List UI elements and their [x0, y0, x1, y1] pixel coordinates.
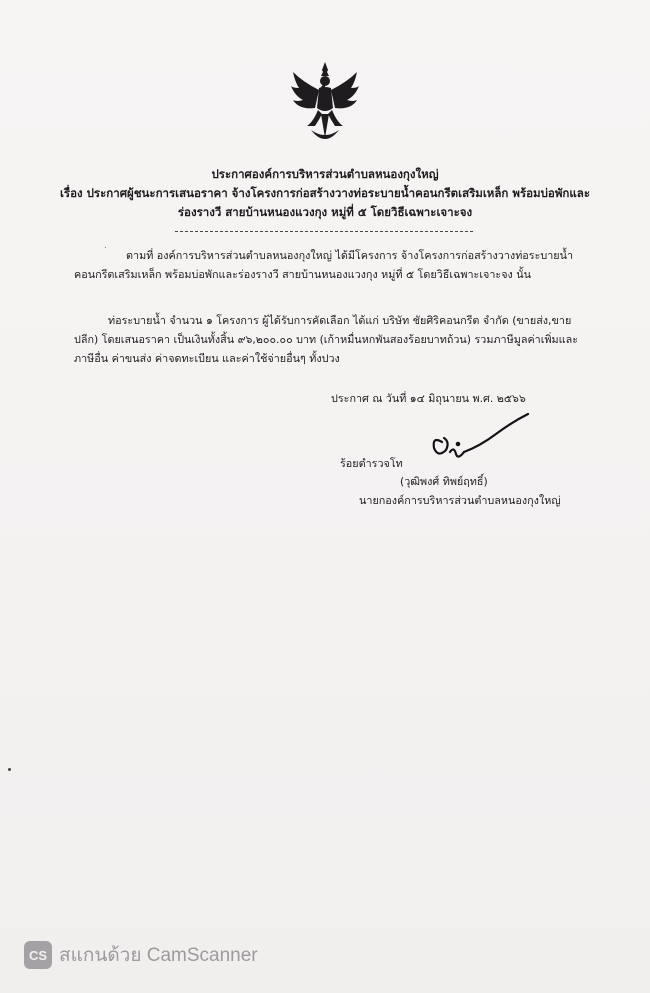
paragraph-2-line: ท่อระบายน้ำ จำนวน ๑ โครงการ ผู้ได้รับการคัดเลือก ได้แก่ บริษัท ชัยศิริคอนกรีต จำกัด (ขายส่ง,ขาย [108, 314, 572, 327]
signer-rank: ร้อยตำรวจโท [340, 457, 403, 470]
paragraph-1-line: คอนกรีตเสริมเหล็ก พร้อมบ่อพักและร่องรางวี สายบ้านหนองแวงกุง หมู่ที่ ๕ โดยวิธีเฉพาะเจาะจง นั้น [74, 268, 532, 281]
watermark-text: สแกนด้วย CamScanner [59, 945, 258, 966]
scan-speck [8, 768, 11, 771]
signer-name: (วุฒิพงศ์ ทิพย์ฤทธิ์) [400, 475, 488, 488]
camscanner-logo-icon: CS [24, 941, 52, 969]
margin-dot: . [104, 241, 107, 251]
camscanner-watermark [24, 940, 258, 970]
paragraph-1 [74, 246, 584, 284]
title-subject-cont: ร่องรางวี สายบ้านหนองแวงกุง หมู่ที่ ๕ โดยวิธีเฉพาะเจาะจง [177, 205, 473, 219]
title-subject: เรื่อง ประกาศผู้ชนะการเสนอราคา จ้างโครงการก่อสร้างวางท่อระบายน้ำคอนกรีตเสริมเหล็ก พร้อมบ่อพักและ [59, 186, 591, 200]
garuda-emblem [289, 60, 361, 148]
paragraph-2-line: ปลีก) โดยเสนอราคา เป็นเงินทั้งสิ้น ๙๖,๒๐๐.๐๐ บาท (เก้าหมื่นหกพันสองร้อยบาทถ้วน) รวมภาษีมูลค่าเพิ่มและ [74, 333, 579, 346]
document-title [40, 165, 610, 222]
handwritten-signature [420, 412, 540, 472]
title-organization: ประกาศองค์การบริหารส่วนตำบลหนองกุงใหญ่ [211, 167, 439, 181]
paragraph-1-line: ตามที่ องค์การบริหารส่วนตำบลหนองกุงใหญ่ ได้มีโครงการ จ้างโครงการก่อสร้างวางท่อระบายน้ำ [126, 249, 574, 262]
title-divider [175, 231, 473, 232]
paragraph-2 [74, 311, 584, 368]
announcement-date: ประกาศ ณ วันที่ ๑๔ มิถุนายน พ.ศ. ๒๕๖๖ [331, 392, 526, 405]
paragraph-2-line: ภาษีอื่น ค่าขนส่ง ค่าจดทะเบียน และค่าใช้จ่ายอื่นๆ ทั้งปวง [74, 352, 340, 365]
signer-position: นายกองค์การบริหารส่วนตำบลหนองกุงใหญ่ [359, 494, 561, 507]
